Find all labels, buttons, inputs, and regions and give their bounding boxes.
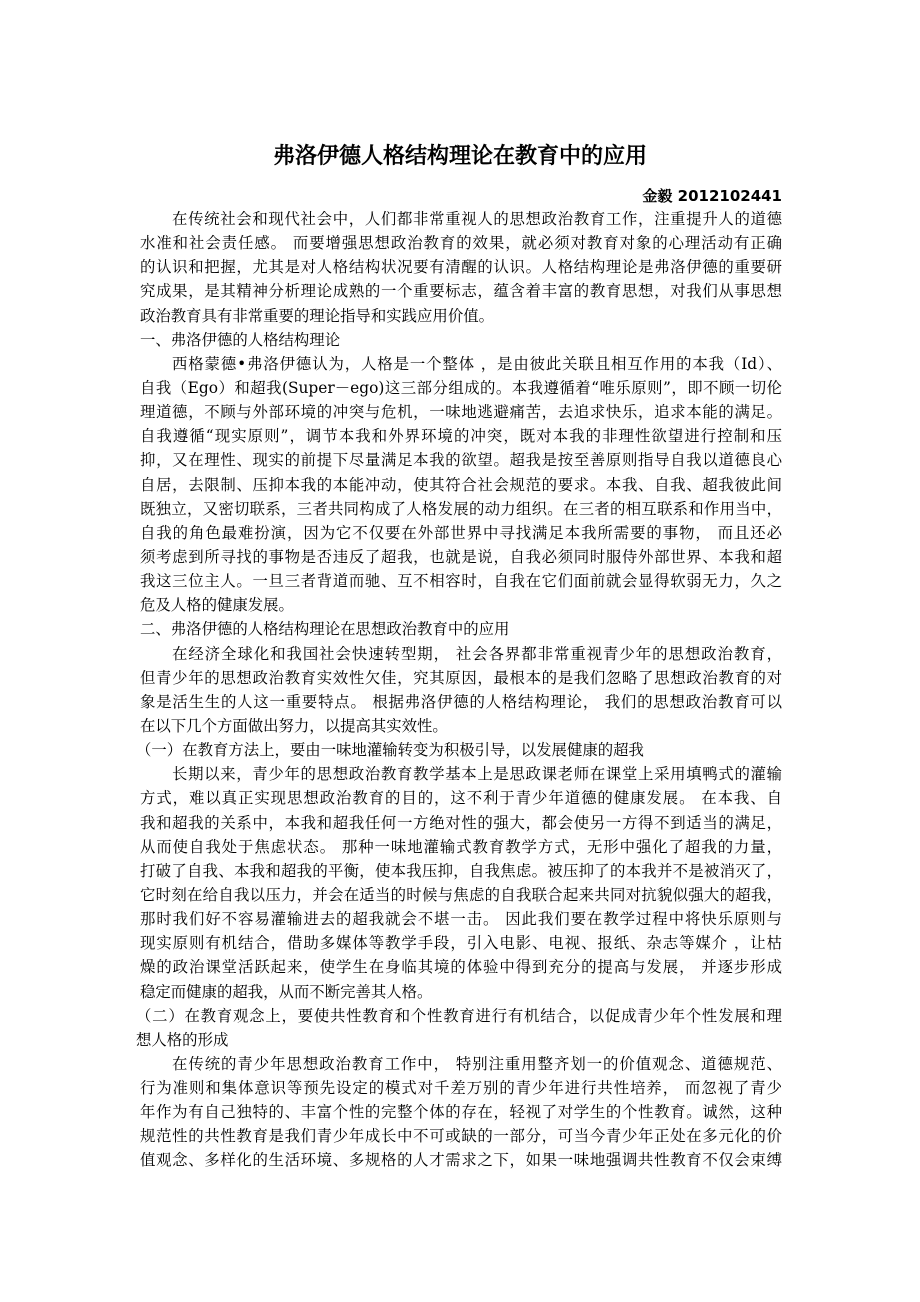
text-line: 的认识和把握，尤其是对人格结构状况要有清醒的认识。人格结构理论是弗洛伊德的重要研 (140, 258, 782, 277)
text-line: 水准和社会责任感。 而要增强思想政治教育的效果，就必须对教育对象的心理活动有正确 (140, 234, 782, 253)
text-line: 象是活生生的人这一重要特点。 根据弗洛伊德的人格结构理论， 我们的思想政治教育可以 (140, 692, 782, 711)
paragraph (140, 352, 782, 618)
text-line: 长期以来，青少年的思想政治教育教学基本上是思政课老师在课堂上采用填鸭式的灌输 (172, 765, 782, 784)
text-line: 方式，难以真正实现思想政治教育的目的，这不利于青少年道德的健康发展。 在本我、自 (140, 789, 782, 808)
paragraph (140, 762, 782, 1003)
section-heading (140, 328, 782, 352)
subsection-heading (136, 738, 782, 762)
text-line: 危及人格的健康发展。 (140, 596, 294, 615)
text-line: 在传统的青少年思想政治教育工作中， 特别注重用整齐划一的价值观念、道德规范、 (172, 1054, 782, 1073)
text-line: 究成果，是其精神分析理论成熟的一个重要标志，蕴含着丰富的教育思想，对我们从事思想 (140, 282, 782, 301)
text-line: 它时刻在给自我以压力，并会在适当的时候与焦虑的自我联合起来共同对抗貌似强大的超我， (140, 885, 782, 904)
text-line: 既独立，又密切联系，三者共同构成了人格发展的动力组织。在三者的相互联系和作用当中， (140, 499, 782, 518)
text-line: 规范性的共性教育是我们青少年成长中不可或缺的一部分，可当今青少年正处在多元化的价 (140, 1127, 782, 1146)
document-body (136, 207, 782, 1173)
text-line: 自居，去限制、压抑本我的本能冲动，使其符合社会规范的要求。本我、自我、超我彼此间 (140, 475, 782, 494)
text-line: 抑，又在理性、现实的前提下尽量满足本我的欲望。超我是按至善原则指导自我以道德良心 (140, 451, 782, 470)
text-line: 西格蒙德•弗洛伊德认为，人格是一个整体 ，是由彼此关联且相互作用的本我（Id）、 (172, 354, 782, 373)
document-title: 弗洛伊德人格结构理论在教育中的应用 (272, 144, 647, 169)
paragraph (140, 207, 782, 328)
text-line: 在以下几个方面做出努力，以提高其实效性。 (140, 716, 448, 735)
text-line: 我和超我的关系中，本我和超我任何一方绝对性的强大，都会使另一方得不到适当的满足， (140, 813, 782, 832)
text-line: 自我的角色最难扮演，因为它不仅要在外部世界中寻找满足本我所需要的事物， 而且还必 (140, 523, 782, 542)
text-line: 那时我们好不容易灌输进去的超我就会不堪一击。 因此我们要在教学过程中将快乐原则与 (140, 910, 782, 929)
text-line: 政治教育具有非常重要的理论指导和实践应用价值。 (140, 306, 494, 325)
section-heading (140, 617, 782, 641)
text-line: 燥的政治课堂活跃起来，使学生在身临其境的体验中得到充分的提高与发展， 并逐步形成 (140, 958, 782, 977)
text-line: 自我遵循“现实原则”，调节本我和外界环境的冲突，既对本我的非理性欲望进行控制和压 (140, 427, 782, 446)
text-line: 从而使自我处于焦虑状态。 那种一味地灌输式教育教学方式，无形中强化了超我的力量， (140, 837, 782, 856)
text-line: 在传统社会和现代社会中，人们都非常重视人的思想政治教育工作，注重提升人的道德 (172, 210, 782, 228)
text-line: 一、弗洛伊德的人格结构理论 (140, 330, 341, 349)
text-line: 自我（Ego）和超我(Super－ego)这三部分组成的。本我遵循着“唯乐原则”，即不顾一切伦 (140, 378, 782, 397)
text-line: 值观念、多样化的生活环境、多规格的人才需求之下，如果一味地强调共性教育不仅会束缚 (140, 1151, 782, 1170)
text-line: 行为准则和集体意识等预先设定的模式对千差万别的青少年进行共性培养， 而忽视了青少 (140, 1079, 782, 1098)
text-line: 稳定而健康的超我，从而不断完善其人格。 (140, 982, 433, 1001)
text-line: 想人格的形成 (136, 1030, 229, 1049)
text-line: 年作为有自己独特的、丰富个性的完整个体的存在，轻视了对学生的个性教育。诚然，这种 (140, 1103, 782, 1122)
text-line: 须考虑到所寻找的事物是否违反了超我，也就是说，自我必须同时服侍外部世界、本我和超 (140, 547, 782, 566)
text-line: 打破了自我、本我和超我的平衡，使本我压抑，自我焦虑。被压抑了的本我并不是被消灭了， (140, 861, 782, 880)
text-line: 理道德，不顾与外部环境的冲突与危机，一味地逃避痛苦，去追求快乐，追求本能的满足。 (140, 403, 782, 422)
text-line: 现实原则有机结合，借助多媒体等教学手段，引入电影、电视、报纸、杂志等媒介 ，让枯 (140, 934, 782, 953)
text-line: （二）在教育观念上，要使共性教育和个性教育进行有机结合，以促成青少年个性发展和理 (136, 1006, 782, 1025)
author-line: 金毅 2012102441 (642, 187, 782, 205)
paragraph (140, 642, 782, 739)
paragraph (140, 1052, 782, 1173)
text-line: 但青少年的思想政治教育实效性欠佳，究其原因，最根本的是我们忽略了思想政治教育的对 (140, 668, 782, 687)
text-line: 我这三位主人。一旦三者背道而驰、互不相容时，自我在它们面前就会显得软弱无力，久之 (140, 572, 782, 591)
text-line: 在经济全球化和我国社会快速转型期， 社会各界都非常重视青少年的思想政治教育， (172, 644, 782, 663)
subsection-heading (136, 1004, 782, 1052)
text-line: （一）在教育方法上，要由一味地灌输转变为积极引导，以发展健康的超我 (136, 741, 644, 760)
text-line: 二、弗洛伊德的人格结构理论在思想政治教育中的应用 (140, 620, 510, 639)
